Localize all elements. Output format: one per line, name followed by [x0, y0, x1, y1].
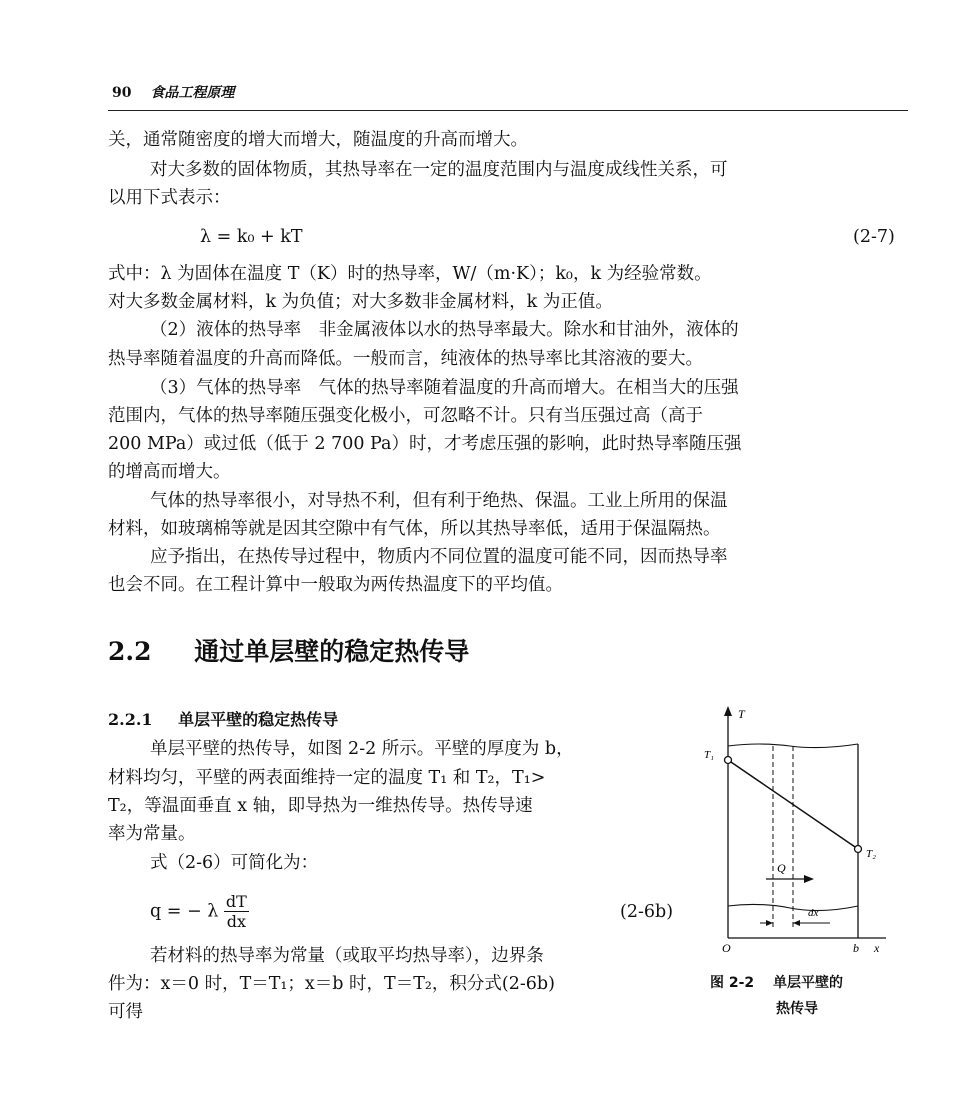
label-T1: T₁	[704, 749, 714, 761]
equation-lhs: q = − λ	[150, 901, 219, 922]
figure-caption-line1: 单层平壁的	[773, 975, 844, 991]
heat-flow-arrowhead-icon	[804, 875, 814, 883]
y-axis-arrow-icon	[724, 706, 732, 716]
t2-point	[855, 846, 862, 853]
text-line: 对大多数的固体物质，其热导率在一定的温度范围内与温度成线性关系，可	[150, 160, 728, 180]
fraction-numerator: dT	[225, 892, 247, 911]
label-dx: dx	[808, 907, 819, 919]
text-line: 以用下式表示：	[108, 188, 231, 208]
t1-point	[725, 757, 732, 764]
text-line: 单层平壁的热传导，如图 2-2 所示。平壁的厚度为 b，	[150, 739, 574, 759]
text-line: 热导率随着温度的升高而降低。一般而言，纯液体的热导率比其溶液的要大。	[108, 349, 703, 369]
label-T2: T₂	[866, 848, 876, 860]
label-x: x	[874, 941, 880, 955]
text-line: 气体的热导率很小，对导热不利，但有利于绝热、保温。工业上所用的保温	[150, 491, 728, 511]
figure-2-2-diagram	[700, 700, 900, 965]
text-line: T₂，等温面垂直 x 轴，即导热为一维热传导。热传导速	[108, 796, 533, 816]
text-line: （2）液体的热导率 非金属液体以水的热导率最大。除水和甘油外，液体的	[150, 320, 739, 340]
subsection-number: 2.2.1	[108, 710, 153, 729]
subsection-heading	[108, 707, 338, 730]
text-line: 可得	[108, 1002, 143, 1022]
text-line: 件为：x＝0 时，T＝T₁；x＝b 时，T＝T₂，积分式(2-6b)	[108, 974, 555, 994]
equation-2-7: λ = k₀ + kT	[200, 227, 303, 247]
text-line: 的增高而增大。	[108, 462, 231, 482]
text-line: 关，通常随密度的增大而增大，随温度的升高而增大。	[108, 130, 528, 150]
book-title: 食品工程原理	[150, 85, 235, 101]
text-line: 式中：λ 为固体在温度 T（K）时的热导率，W/（m·K）；k₀，k 为经验常数。	[108, 264, 712, 284]
section-title: 通过单层壁的稳定热传导	[194, 637, 470, 666]
text-line: （3）气体的热导率 气体的热导率随着温度的升高而增大。在相当大的压强	[150, 378, 739, 398]
label-b: b	[853, 941, 859, 955]
section-number: 2.2	[108, 637, 152, 666]
equation-tag: (2-6b)	[620, 902, 674, 922]
subsection-title: 单层平壁的稳定热传导	[178, 710, 339, 729]
dx-arrowhead-left-icon	[766, 920, 773, 926]
text-line: 200 MPa）或过低（低于 2 700 Pa）时，才考虑压强的影响，此时热导率随压强	[108, 434, 742, 454]
page-number: 90	[112, 85, 132, 101]
dx-arrowhead-right-icon	[793, 920, 800, 926]
section-heading	[108, 632, 469, 668]
label-T: T	[738, 707, 745, 721]
equation-2-6b	[150, 892, 249, 931]
text-line: 对大多数金属材料，k 为负值；对大多数非金属材料，k 为正值。	[108, 292, 613, 312]
page-header	[112, 82, 234, 102]
text-line: 式（2-6）可简化为：	[150, 853, 319, 873]
fraction	[224, 892, 249, 931]
text-line: 若材料的热导率为常量（或取平均热导率），边界条	[150, 946, 544, 966]
fraction-denominator: dx	[226, 912, 246, 931]
text-line: 范围内，气体的热导率随压强变化极小，可忽略不计。只有当压强过高（高于	[108, 406, 703, 426]
label-Q: Q	[777, 861, 786, 875]
header-rule	[108, 110, 908, 111]
text-line: 应予指出，在热传导过程中，物质内不同位置的温度可能不同，因而热导率	[150, 547, 728, 567]
text-line: 率为常量。	[108, 824, 196, 844]
label-origin: O	[722, 941, 731, 955]
text-line: 材料均匀，平壁的两表面维持一定的温度 T₁ 和 T₂，T₁>	[108, 768, 546, 788]
figure-caption	[710, 972, 843, 992]
text-line: 也会不同。在工程计算中一般取为两传热温度下的平均值。	[108, 575, 563, 595]
text-line: 材料，如玻璃棉等就是因其空隙中有气体，所以其热导率低，适用于保温隔热。	[108, 519, 721, 539]
figure-caption-line2: 热传导	[776, 1001, 818, 1017]
equation-tag: (2-7)	[853, 227, 895, 247]
figure-number: 图 2-2	[710, 975, 755, 991]
